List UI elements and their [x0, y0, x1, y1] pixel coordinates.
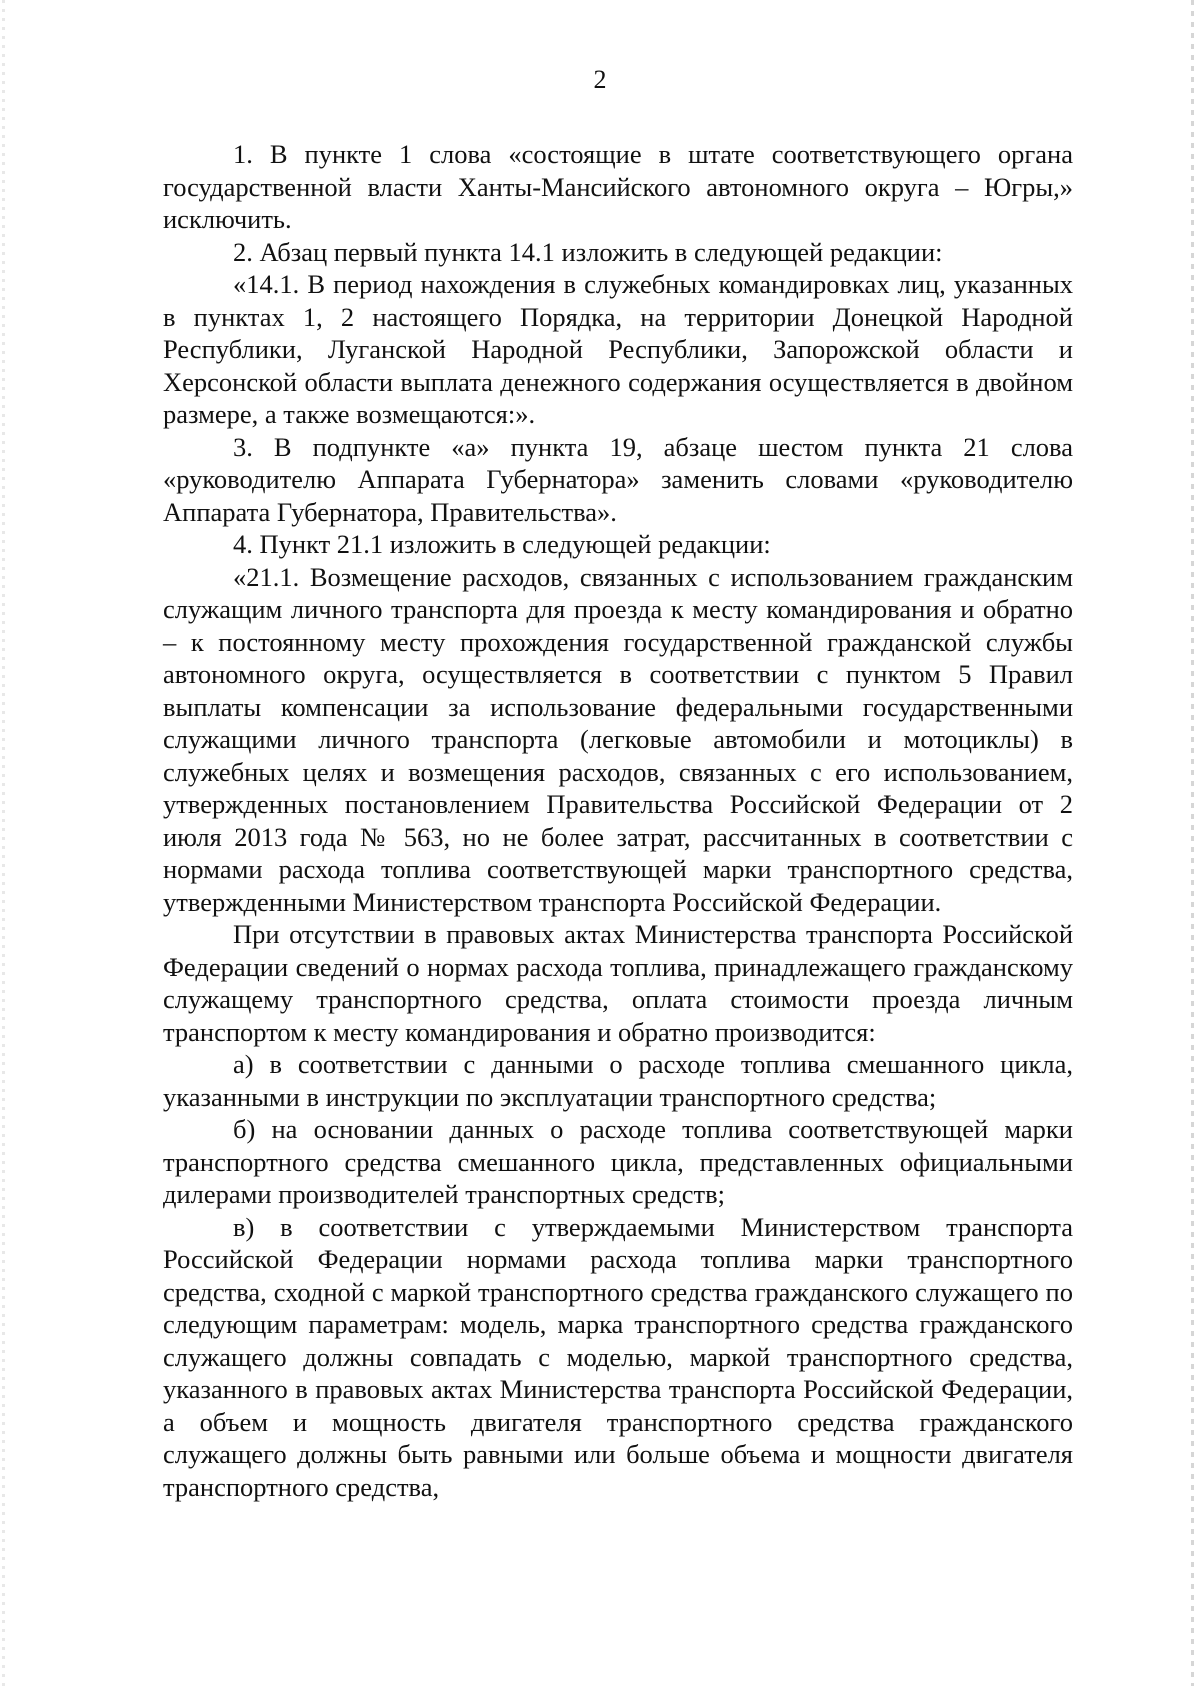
paragraph-subitem-a: а) в соответствии с данными о расходе топлива смешанного цикла, указанными в инструкции по эксплуатации транспортного средства; [163, 1049, 1073, 1112]
paragraph-item-3: 3. В подпункте «а» пункта 19, абзаце шестом пункта 21 слова «руководителю Аппарата Губернатора» заменить словами «руководителю Аппарата Губернатора, Правительства». [163, 431, 1073, 527]
paragraph-item-4: 4. Пункт 21.1 изложить в следующей редакции: [233, 529, 771, 559]
page-number: 2 [593, 65, 607, 94]
paragraph-item-1: 1. В пункте 1 слова «состоящие в штате соответствующего органа государственной власти Ханты-Мансийского автономного округа – Югры,» исключить. [163, 139, 1073, 234]
paragraph-subitem-v: в) в соответствии с утверждаемыми Министерством транспорта Российской Федерации нормами расхода топлива марки транспортного средства, сходной с маркой транспортного средства гражданского служащего по следующим параметрам: модель, марка транспортного средства гражданского служащего должны совпадать с моделью, маркой транспортного средства, указанного в правовых актах Министерства транспорта Российской Федерации, а объем и мощность двигателя транспортного средства гражданского служащего должны быть равными или больше объема и мощности двигателя транспортного средства, [163, 1211, 1073, 1502]
paragraph-quote-21-1: «21.1. Возмещение расходов, связанных с использованием гражданским служащим личного транспорта для проезда к месту командирования и обратно – к постоянному месту прохождения государственной гражданской службы автономного округа, осуществляется в соответствии с пунктом 5 Правил выплаты компенсации за использование федеральными государственными служащими личного транспорта (легковые автомобили и мотоциклы) в служебных целях и возмещения расходов, связанных с его использованием, утвержденных постановлением Правительства Российской Федерации от 2 июля 2013 года № 563, но не более затрат, рассчитанных в соответствии с нормами расхода топлива соответствующей марки транспортного средства, утвержденными Министерством транспорта Российской Федерации. [163, 561, 1073, 917]
document-body [163, 138, 1073, 1503]
paragraph-item-2: 2. Абзац первый пункта 14.1 изложить в следующей редакции: [233, 236, 943, 267]
scan-edge-left [2, 0, 5, 1686]
scan-edge-right [1191, 0, 1194, 1686]
paragraph-absence-of-norms: При отсутствии в правовых актах Министерства транспорта Российской Федерации сведений о нормах расхода топлива, принадлежащего гражданскому служащему транспортного средства, оплата стоимости проезда личным транспортом к месту командирования и обратно производится: [163, 919, 1073, 1047]
paragraph-quote-14-1: «14.1. В период нахождения в служебных командировках лиц, указанных в пунктах 1, 2 настоящего Порядка, на территории Донецкой Народной Республики, Луганской Народной Республики, Запорожской области и Херсонской области выплата денежного содержания осуществляется в двойном размере, а также возмещаются:». [163, 269, 1073, 429]
paragraph-subitem-b: б) на основании данных о расходе топлива соответствующей марки транспортного средства смешанного цикла, представленных официальными дилерами производителей транспортных средств; [163, 1114, 1073, 1209]
